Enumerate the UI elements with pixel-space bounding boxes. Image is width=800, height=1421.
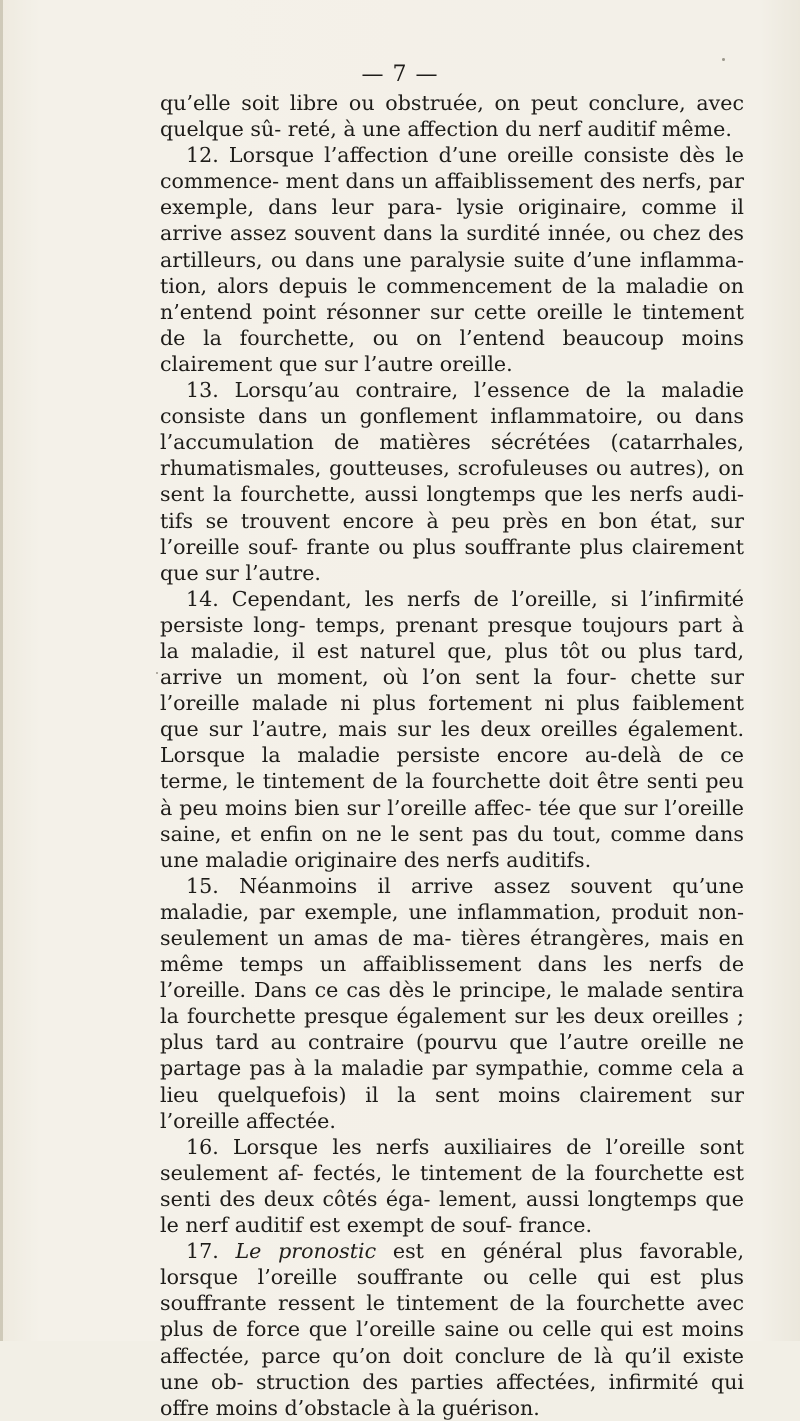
paragraph-text: Lorsque les nerfs auxiliaires de l’oreille sont seulement af- fectés, le tintement de la fourchette est senti des deux côtés éga- lement, aussi longtemps que le nerf auditif est exempt de souf- france.	[160, 1134, 744, 1238]
paragraph-continuation	[160, 90, 744, 142]
body-text	[160, 90, 744, 1421]
paragraph-italic-lead: Le pronostic	[235, 1239, 377, 1264]
paragraph-17	[160, 1238, 744, 1421]
paragraph-15	[160, 873, 744, 1134]
page-number: — 7 —	[361, 62, 439, 87]
paragraph-13	[160, 377, 744, 586]
paragraph-number: 17.	[186, 1239, 219, 1264]
paragraph-number: 14.	[186, 586, 219, 611]
paragraph-12	[160, 142, 744, 377]
page-left-edge	[0, 0, 3, 1341]
paragraph-number: 15.	[186, 873, 219, 898]
paper-speck	[156, 672, 158, 674]
paragraph-text: Cependant, les nerfs de l’oreille, si l’infirmité persiste long- temps, prenant presque toujours part à la maladie, il est naturel que, plus tôt ou plus tard, arrive un moment, où l’on sent la four- chette sur l’oreille malade ni plus fortement ni plus faiblement que sur l’autre, mais sur les deux oreilles également. Lorsque la maladie persiste encore au-delà de ce terme, le tintement de la fourchette doit être senti peu à peu moins bien sur l’oreille affec- tée que sur l’oreille saine, et enfin on ne le sent pas du tout, comme dans une maladie originaire des nerfs auditifs.	[160, 586, 744, 872]
paragraph-text: Lorsqu’au contraire, l’essence de la maladie consiste dans un gonflement inflammatoire, ou dans l’accumulation de matières sécrétées (catarrhales, rhumatismales, goutteuses, scrofuleuses ou autres), on sent la fourchette, aussi longtemps que les nerfs audi- tifs se trouvent encore à peu près en bon état, sur l’oreille souf- frante ou plus souffrante plus clairement que sur l’autre.	[160, 378, 744, 585]
paragraph-14	[160, 586, 744, 873]
paragraph-number: 16.	[186, 1134, 219, 1159]
paragraph-text: Néanmoins il arrive assez souvent qu’une maladie, par exemple, une inflammation, produit non-seulement un amas de ma- tières étrangères, mais en même temps un affaiblissement dans les nerfs de l’oreille. Dans ce cas dès le principe, le malade sentira la fourchette presque également sur les deux oreilles ; plus tard au contraire (pourvu que l’autre oreille ne partage pas à la maladie par sympathie, comme cela a lieu quelquefois) il la sent moins clairement sur l’oreille affectée.	[160, 873, 744, 1133]
paragraph-16	[160, 1134, 744, 1238]
paragraph-text: qu’elle soit libre ou obstruée, on peut conclure, avec quelque sû- reté, à une affection du nerf auditif même.	[160, 91, 744, 142]
paragraph-number: 12.	[186, 143, 219, 168]
paper-speck	[722, 58, 725, 61]
paragraph-text: est en général plus favorable, lorsque l’oreille souffrante ou celle qui est plus souffrante ressent le tintement de la fourchette avec plus de force que l’oreille saine ou celle qui est moins affectée, parce qu’on doit conclure de là qu’il existe une ob- struction des parties affectées, infirmité qui offre moins d’obstacle à la guérison.	[160, 1239, 744, 1420]
paragraph-number: 13.	[186, 378, 219, 403]
paragraph-text: Lorsque l’affection d’une oreille consiste dès le commence- ment dans un affaiblissement des nerfs, par exemple, dans leur para- lysie originaire, comme il arrive assez souvent dans la surdité innée, ou chez des artilleurs, ou dans une paralysie suite d’une inflamma- tion, alors depuis le commencement de la maladie on n’entend point résonner sur cette oreille le tintement de la fourchette, ou on l’entend beaucoup moins clairement que sur l’autre oreille.	[160, 143, 744, 376]
